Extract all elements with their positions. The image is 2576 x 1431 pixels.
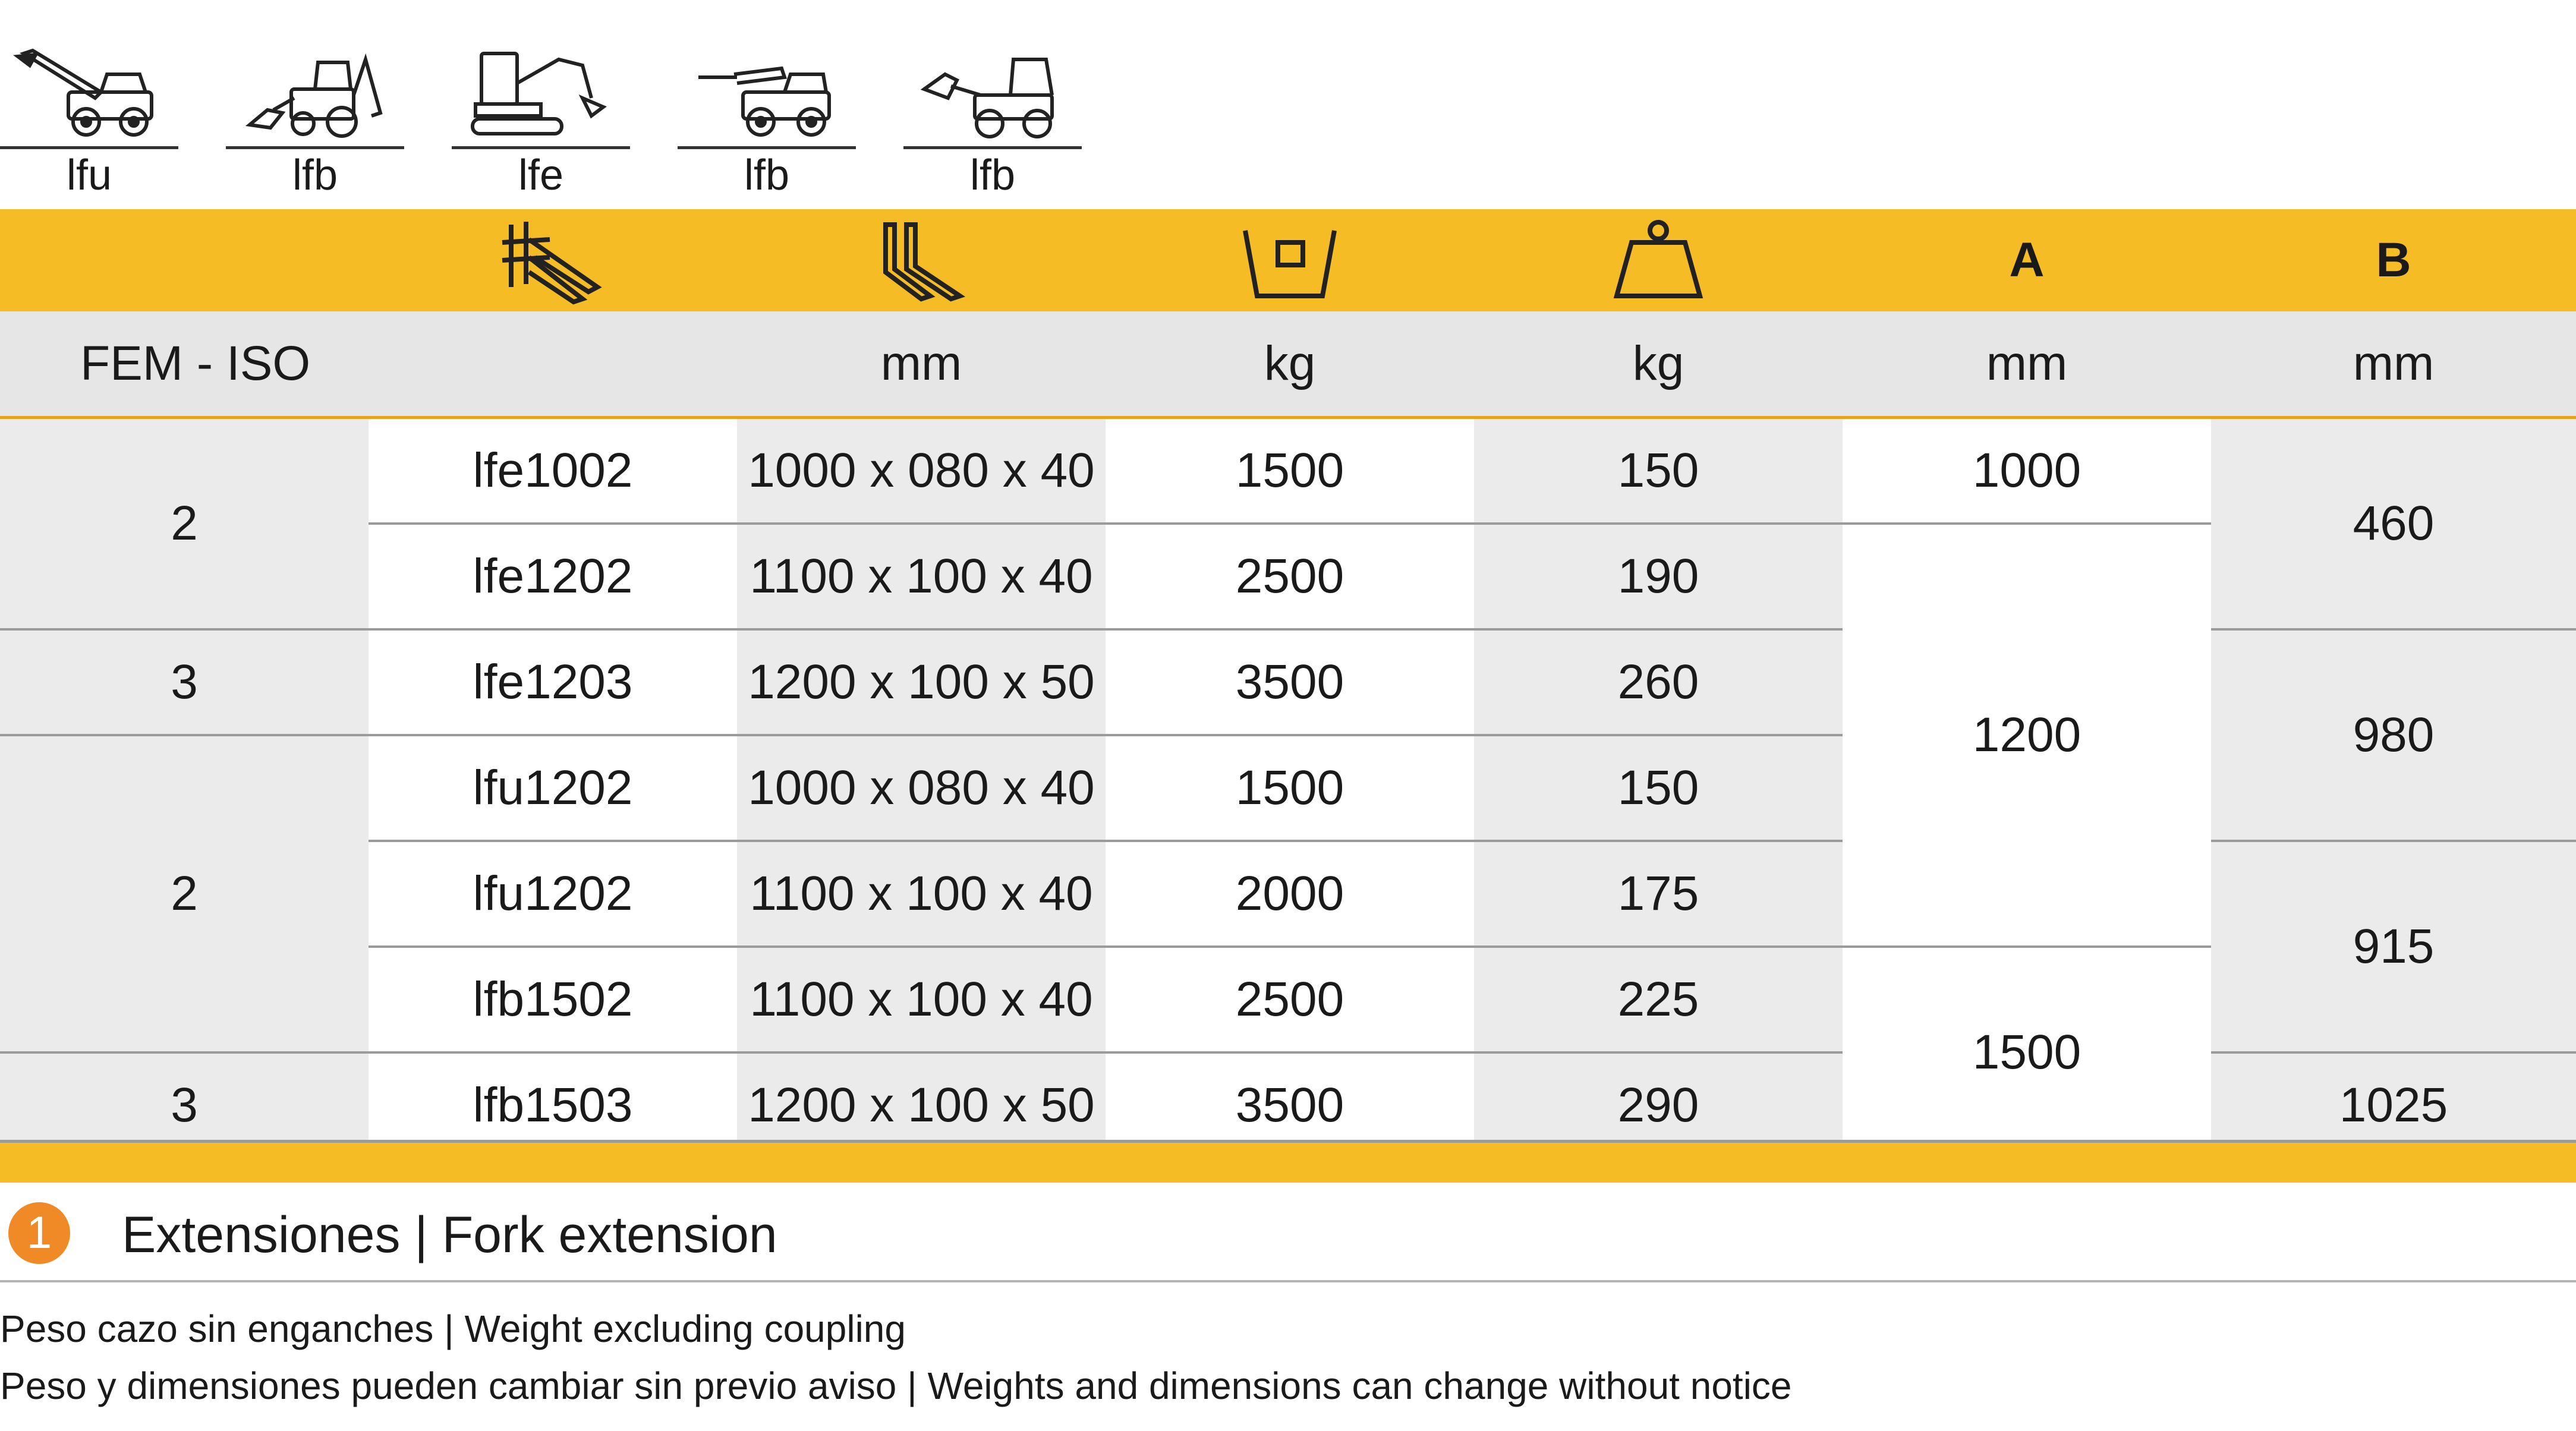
mini-excavator-icon — [464, 42, 612, 143]
fork-carriage-icon — [493, 216, 612, 305]
units-row — [0, 311, 2576, 418]
table-row — [0, 947, 2576, 1052]
table-row — [0, 524, 2576, 629]
b-cell: 980 — [2211, 629, 2576, 841]
units-class: FEM - ISO — [0, 311, 369, 418]
dimensions-cell: 1100 x 100 x 40 — [737, 524, 1106, 629]
backhoe-loader-icon — [238, 42, 386, 143]
units-a: mm — [1843, 311, 2211, 418]
telehandler-icon — [12, 42, 160, 143]
machine-underline — [678, 146, 856, 149]
units-capacity: kg — [1106, 311, 1474, 418]
machine-label: lfb — [292, 152, 338, 199]
weight-cell: 175 — [1474, 841, 1843, 947]
fem-iso-class: 3 — [0, 1052, 369, 1157]
machine-label: lfu — [66, 152, 112, 199]
weight-cell: 260 — [1474, 629, 1843, 735]
machine-icons-row — [0, 0, 1129, 202]
machine-label: lfb — [969, 152, 1016, 199]
capacity-cell: 1500 — [1106, 735, 1474, 841]
fem-iso-class: 2 — [0, 418, 369, 630]
header-cell-b: B — [2211, 209, 2576, 311]
machine-label: lfe — [518, 152, 564, 199]
units-model — [369, 311, 737, 418]
machine-lfb-1 — [226, 30, 404, 202]
model-cell: lfe1202 — [369, 524, 737, 629]
capacity-cell: 3500 — [1106, 1052, 1474, 1157]
table-footer-bar — [0, 1140, 2576, 1183]
model-cell: lfe1002 — [369, 418, 737, 524]
machine-lfb-3 — [903, 30, 1082, 202]
fem-iso-class: 3 — [0, 629, 369, 735]
fork-extension-note — [0, 1183, 2576, 1282]
dimensions-cell: 1100 x 100 x 40 — [737, 947, 1106, 1052]
weight-footnote: Peso cazo sin enganches | Weight excluding coupling — [0, 1307, 906, 1350]
header-cell-capacity — [1106, 209, 1474, 311]
dimensions-cell: 1100 x 100 x 40 — [737, 841, 1106, 947]
dimensions-cell: 1000 x 080 x 40 — [737, 735, 1106, 841]
machine-lfu — [0, 30, 178, 202]
units-weight: kg — [1474, 311, 1843, 418]
b-cell: 915 — [2211, 841, 2576, 1052]
weight-icon — [1599, 216, 1718, 305]
weight-cell: 150 — [1474, 735, 1843, 841]
header-cell-dimensions — [737, 209, 1106, 311]
b-cell: 1025 — [2211, 1052, 2576, 1157]
machine-underline — [226, 146, 404, 149]
machine-underline — [0, 146, 178, 149]
telescopic-loader-icon — [689, 42, 838, 143]
dimensions-cell: 1200 x 100 x 50 — [737, 629, 1106, 735]
machine-underline — [903, 146, 1082, 149]
machine-lfb-2 — [678, 30, 856, 202]
model-cell: lfu1202 — [369, 735, 737, 841]
capacity-cell: 2500 — [1106, 524, 1474, 629]
forks-icon — [862, 216, 981, 305]
model-cell: lfu1202 — [369, 841, 737, 947]
header-cell-weight — [1474, 209, 1843, 311]
units-dimensions: mm — [737, 311, 1106, 418]
header-cell-class — [0, 209, 369, 311]
load-capacity-icon — [1230, 216, 1349, 305]
table-header-row — [0, 209, 2576, 311]
header-cell-a: A — [1843, 209, 2211, 311]
b-cell: 460 — [2211, 418, 2576, 630]
a-cell: 1200 — [1843, 524, 2211, 947]
wheel-loader-icon — [915, 42, 1064, 143]
dimensions-cell: 1200 x 100 x 50 — [737, 1052, 1106, 1157]
model-cell: lfb1502 — [369, 947, 737, 1052]
fem-iso-class: 2 — [0, 735, 369, 1052]
fork-extension-spec-table — [0, 209, 2576, 1157]
weight-cell: 290 — [1474, 1052, 1843, 1157]
machine-label: lfb — [744, 152, 790, 199]
capacity-cell: 2000 — [1106, 841, 1474, 947]
capacity-cell: 1500 — [1106, 418, 1474, 524]
capacity-cell: 3500 — [1106, 629, 1474, 735]
dimensions-cell: 1000 x 080 x 40 — [737, 418, 1106, 524]
units-b: mm — [2211, 311, 2576, 418]
a-cell: 1500 — [1843, 947, 2211, 1157]
a-cell: 1000 — [1843, 418, 2211, 524]
machine-underline — [452, 146, 630, 149]
change-footnote: Peso y dimensiones pueden cambiar sin previo aviso | Weights and dimensions can change without notice — [0, 1364, 1792, 1407]
weight-cell: 225 — [1474, 947, 1843, 1052]
machine-lfe — [452, 30, 630, 202]
capacity-cell: 2500 — [1106, 947, 1474, 1052]
fork-extension-title: Extensiones | Fork extension — [122, 1206, 777, 1263]
note-number-badge: 1 — [8, 1202, 70, 1264]
header-cell-model — [369, 209, 737, 311]
model-cell: lfb1503 — [369, 1052, 737, 1157]
weight-cell: 150 — [1474, 418, 1843, 524]
weight-cell: 190 — [1474, 524, 1843, 629]
model-cell: lfe1203 — [369, 629, 737, 735]
table-row — [0, 418, 2576, 524]
